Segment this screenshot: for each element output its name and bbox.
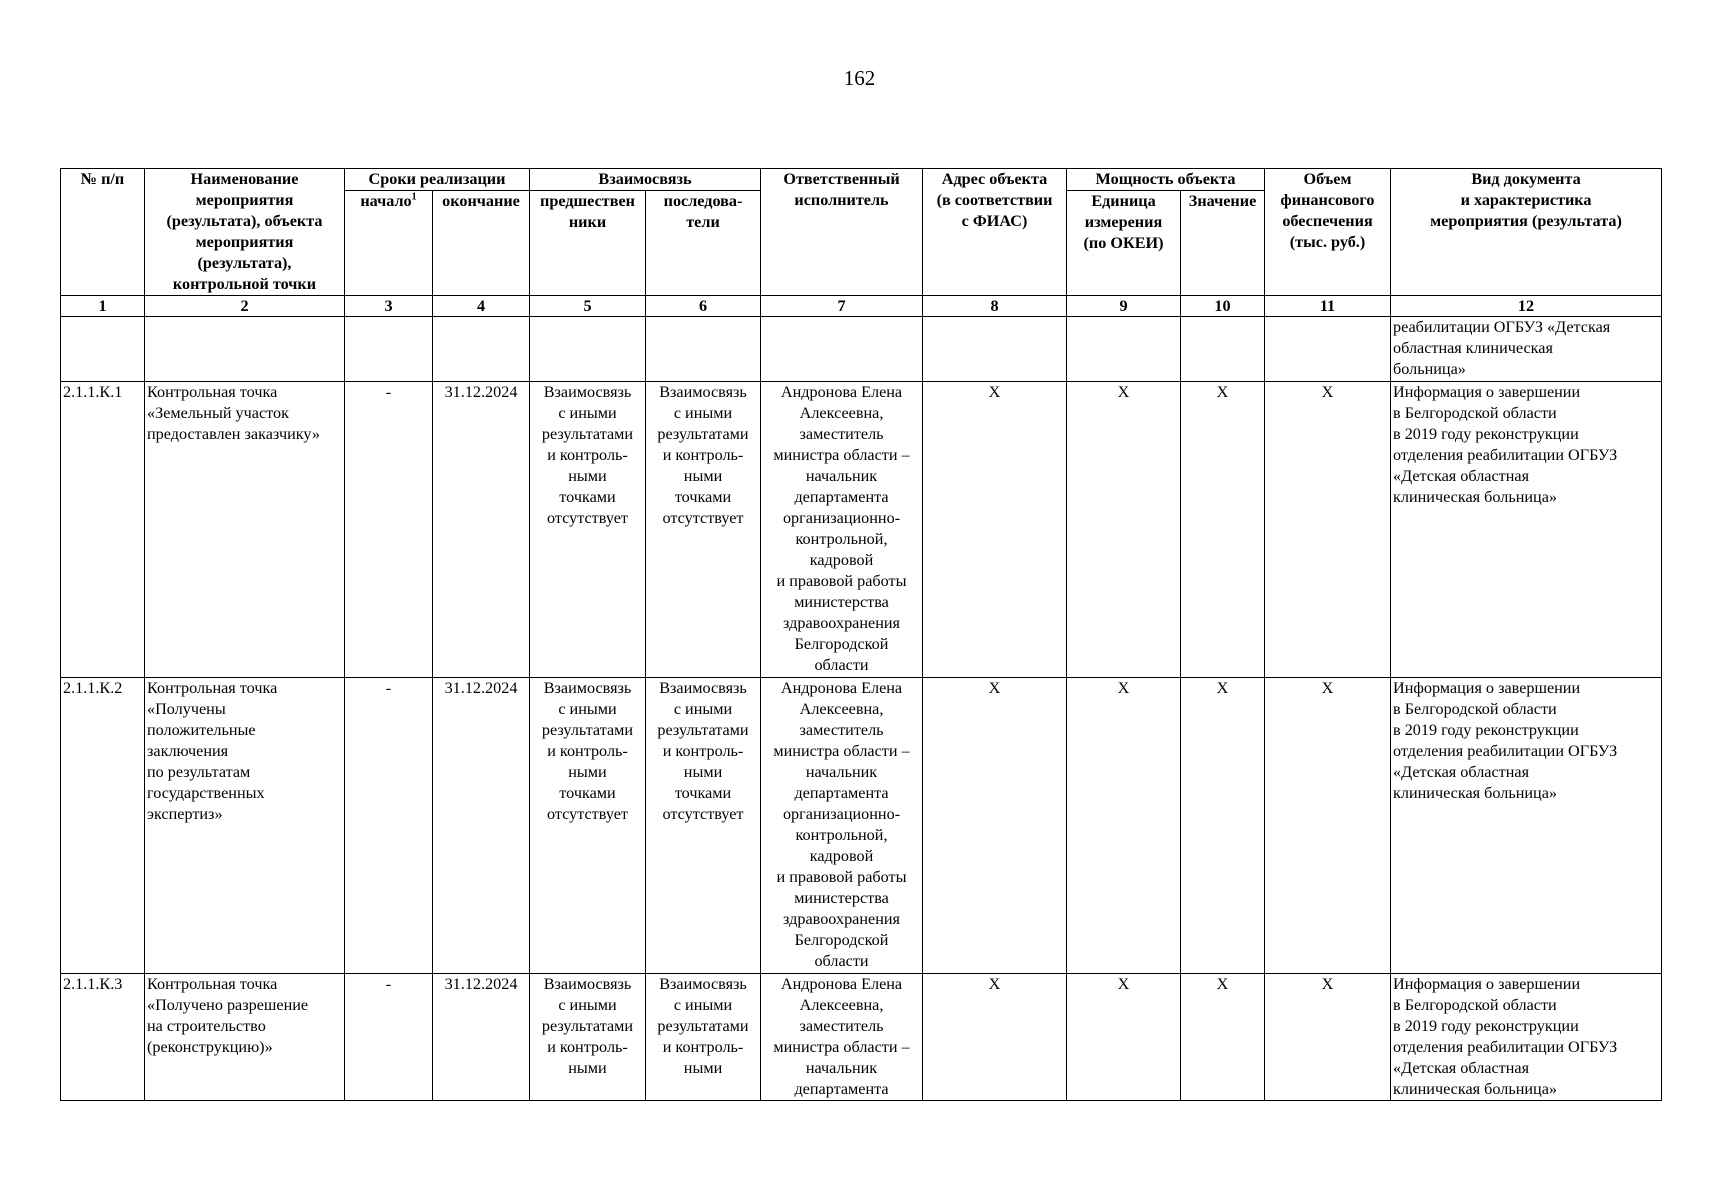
- table-cell: [1265, 317, 1391, 382]
- table-cell: [145, 317, 345, 382]
- table-cell: [1181, 317, 1265, 382]
- column-number: 10: [1181, 296, 1265, 317]
- table-cell: [1067, 317, 1181, 382]
- row-start: -: [345, 678, 433, 974]
- row-finance: X: [1265, 382, 1391, 678]
- header-col-unit: Единица измерения (по ОКЕИ): [1067, 191, 1181, 296]
- table-cell: [433, 317, 530, 382]
- row-name: Контрольная точка «Получено разрешение на строительство (реконструкцию)»: [145, 974, 345, 1101]
- row-end: 31.12.2024: [433, 382, 530, 678]
- column-number: 12: [1391, 296, 1662, 317]
- column-number: 5: [530, 296, 646, 317]
- row-successors: Взаимосвязь с иными результатами и контроль- ными точками отсутствует: [646, 382, 761, 678]
- table-row: [61, 974, 1662, 1101]
- table-cell: [761, 317, 923, 382]
- header-col-value: Значение: [1181, 191, 1265, 296]
- continuation-row: [61, 317, 1662, 382]
- row-value: X: [1181, 678, 1265, 974]
- table-row: [61, 678, 1662, 974]
- header-col-power: Мощность объекта: [1067, 169, 1265, 191]
- header-col-link: Взаимосвязь: [530, 169, 761, 191]
- header-col-predecessors: предшествен ники: [530, 191, 646, 296]
- row-number: 2.1.1.К.3: [61, 974, 145, 1101]
- column-number: 3: [345, 296, 433, 317]
- row-name: Контрольная точка «Получены положительные заключения по результатам государственных экспертиз»: [145, 678, 345, 974]
- header-col-finance: Объем финансового обеспечения (тыс. руб.): [1265, 169, 1391, 296]
- table-cell: [646, 317, 761, 382]
- page-number: 162: [843, 66, 876, 90]
- column-number: 8: [923, 296, 1067, 317]
- row-start: -: [345, 974, 433, 1101]
- header-col-end: окончание: [433, 191, 530, 296]
- row-start: -: [345, 382, 433, 678]
- row-document: Информация о завершении в Белгородской области в 2019 году реконструкции отделения реабилитации ОГБУЗ «Детская областная клиническая больница»: [1391, 382, 1662, 678]
- row-number: 2.1.1.К.2: [61, 678, 145, 974]
- row-end: 31.12.2024: [433, 678, 530, 974]
- row-predecessors: Взаимосвязь с иными результатами и контроль- ными точками отсутствует: [530, 382, 646, 678]
- row-successors: Взаимосвязь с иными результатами и контроль- ными точками отсутствует: [646, 678, 761, 974]
- table-row: [61, 382, 1662, 678]
- row-predecessors: Взаимосвязь с иными результатами и контроль- ными точками отсутствует: [530, 678, 646, 974]
- table-cell: [345, 317, 433, 382]
- row-document: Информация о завершении в Белгородской области в 2019 году реконструкции отделения реабилитации ОГБУЗ «Детская областная клиническая больница»: [1391, 974, 1662, 1101]
- row-value: X: [1181, 382, 1265, 678]
- row-responsible: Андронова Елена Алексеевна, заместитель министра области – начальник департамента организационно- контрольной, кадровой и правовой работы министерства здравоохранения Белгородской области: [761, 678, 923, 974]
- row-value: X: [1181, 974, 1265, 1101]
- row-responsible: Андронова Елена Алексеевна, заместитель министра области – начальник департамента организационно- контрольной, кадровой и правовой работы министерства здравоохранения Белгородской области: [761, 382, 923, 678]
- header-col-successors: последова- тели: [646, 191, 761, 296]
- row-unit: X: [1067, 382, 1181, 678]
- column-number-row: [61, 296, 1662, 317]
- row-successors: Взаимосвязь с иными результатами и контроль- ными: [646, 974, 761, 1101]
- footnote-mark: 1: [411, 191, 417, 203]
- table-cell: [530, 317, 646, 382]
- column-number: 9: [1067, 296, 1181, 317]
- header-col-name: Наименование мероприятия (результата), объекта мероприятия (результата), контрольной точки: [145, 169, 345, 296]
- header-col-address: Адрес объекта (в соответствии с ФИАС): [923, 169, 1067, 296]
- row-responsible: Андронова Елена Алексеевна, заместитель министра области – начальник департамента: [761, 974, 923, 1101]
- plan-table: [60, 168, 1662, 1101]
- row-unit: X: [1067, 678, 1181, 974]
- row-finance: X: [1265, 678, 1391, 974]
- row-address: X: [923, 382, 1067, 678]
- column-number: 2: [145, 296, 345, 317]
- header-col-responsible: Ответственный исполнитель: [761, 169, 923, 296]
- row-number: 2.1.1.К.1: [61, 382, 145, 678]
- row-unit: X: [1067, 974, 1181, 1101]
- header-col-start: начало$^1$: [345, 191, 433, 296]
- continuation-text: реабилитации ОГБУЗ «Детская областная клиническая больница»: [1391, 317, 1662, 382]
- table-cell: [923, 317, 1067, 382]
- row-end: 31.12.2024: [433, 974, 530, 1101]
- header-col-document: Вид документа и характеристика мероприятия (результата): [1391, 169, 1662, 296]
- header-col-terms: Сроки реализации: [345, 169, 530, 191]
- row-address: X: [923, 974, 1067, 1101]
- row-finance: X: [1265, 974, 1391, 1101]
- table-cell: [61, 317, 145, 382]
- column-number: 6: [646, 296, 761, 317]
- header-row-top: [61, 169, 1662, 191]
- row-document: Информация о завершении в Белгородской области в 2019 году реконструкции отделения реабилитации ОГБУЗ «Детская областная клиническая больница»: [1391, 678, 1662, 974]
- row-predecessors: Взаимосвязь с иными результатами и контроль- ными: [530, 974, 646, 1101]
- header-col-num: № п/п: [61, 169, 145, 296]
- column-number: 4: [433, 296, 530, 317]
- column-number: 11: [1265, 296, 1391, 317]
- row-address: X: [923, 678, 1067, 974]
- column-number: 7: [761, 296, 923, 317]
- row-name: Контрольная точка «Земельный участок предоставлен заказчику»: [145, 382, 345, 678]
- column-number: 1: [61, 296, 145, 317]
